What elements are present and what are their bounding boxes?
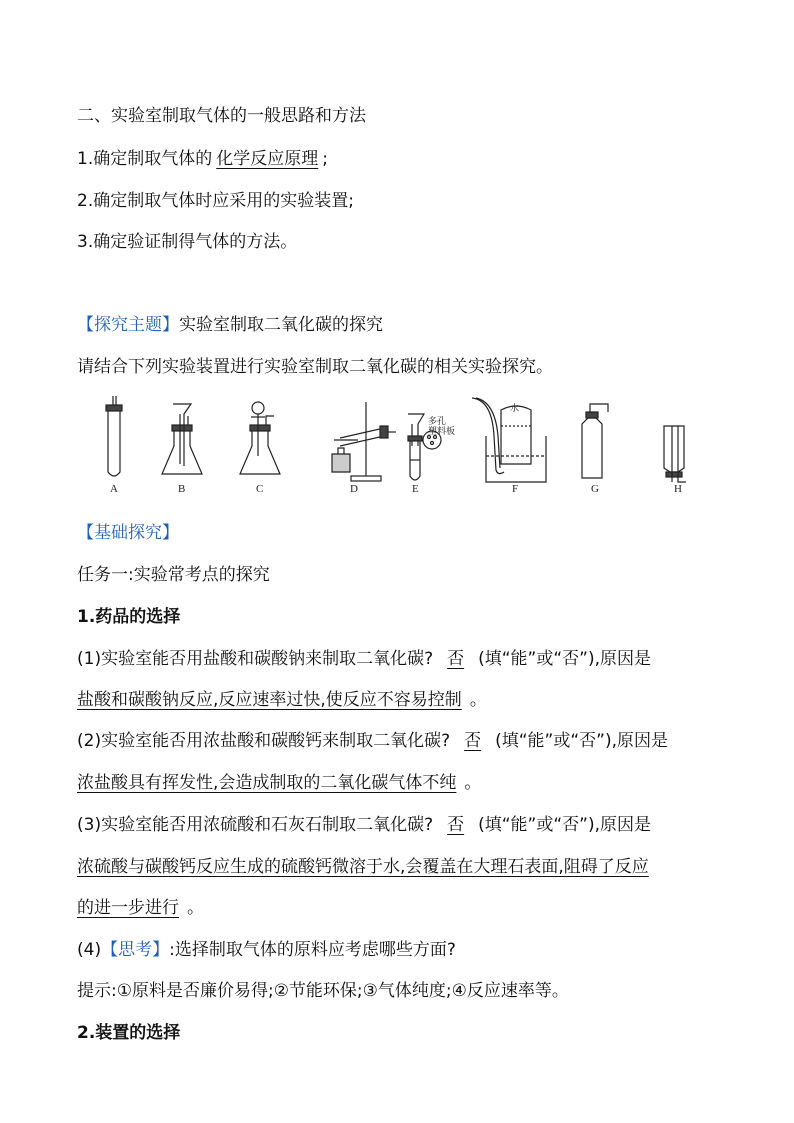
label-c: C	[256, 483, 264, 495]
label-g: G	[591, 483, 599, 495]
q1-reason: 盐酸和碳酸钠反应,反应速率过快,使反应不容易控制	[77, 690, 462, 710]
item1-suffix: ;	[322, 149, 328, 169]
label-a: A	[110, 483, 118, 495]
q2-reason-line	[77, 771, 481, 795]
topic-tag: 【探究主题】	[77, 315, 179, 335]
q4-text: :选择制取气体的原料应考虑哪些方面?	[169, 940, 456, 960]
subheading-reagents: 1.药品的选择	[77, 607, 181, 627]
apparatus-c-flask	[240, 402, 280, 474]
q3-prefix: (3)实验室能否用浓硫酸和石灰石制取二氧化碳?	[77, 815, 434, 835]
method-item-3: 3.确定验证制得气体的方法。	[77, 232, 298, 252]
q1-reason-line	[77, 688, 487, 712]
hint-text: 提示:①原料是否廉价易得;②节能环保;③气体纯度;④反应速率等。	[77, 981, 569, 1001]
question-2	[77, 729, 668, 753]
q3-answer: 否	[447, 815, 465, 835]
label-e: E	[412, 483, 419, 495]
q2-suffix: (填“能”或“否”),原因是	[495, 731, 669, 751]
method-item-1	[77, 147, 328, 171]
apparatus-figure	[96, 396, 706, 500]
q2-reason: 浓盐酸具有挥发性,会造成制取的二氧化碳气体不纯	[77, 773, 457, 793]
apparatus-b-flask	[162, 404, 202, 474]
label-h: H	[674, 483, 682, 495]
question-1	[77, 647, 651, 671]
subheading-apparatus: 2.装置的选择	[77, 1023, 181, 1043]
q4-num: (4)	[77, 940, 102, 960]
method-item-2: 2.确定制取气体时应采用的实验装置;	[77, 191, 354, 211]
question-3	[77, 813, 651, 837]
q3-reason-1: 浓硫酸与碳酸钙反应生成的硫酸钙微溶于水,会覆盖在大理石表面,阻碍了反应	[77, 857, 649, 877]
q1-prefix: (1)实验室能否用盐酸和碳酸钠来制取二氧化碳?	[77, 649, 434, 669]
q3-reason-line-1	[77, 855, 649, 879]
label-porous-2: 塑料板	[428, 427, 456, 437]
explore-topic	[77, 313, 383, 337]
label-porous-1: 多孔	[428, 417, 447, 427]
q2-answer: 否	[464, 731, 482, 751]
q3-reason-2: 的进一步进行	[77, 898, 179, 918]
q3-reason-line-2	[77, 896, 204, 920]
apparatus-a-test-tube	[106, 396, 122, 476]
label-water: 水	[510, 404, 520, 414]
apparatus-f-water-trough	[472, 398, 546, 482]
q1-suffix: (填“能”或“否”),原因是	[478, 649, 652, 669]
q4-tag: 【思考】	[101, 940, 170, 960]
task-one: 任务一:实验常考点的探究	[77, 565, 270, 585]
section-heading: 二、实验室制取气体的一般思路和方法	[77, 106, 366, 126]
label-d: D	[350, 483, 358, 495]
q1-end: 。	[469, 690, 487, 710]
label-f: F	[512, 483, 519, 495]
topic-text: 实验室制取二氧化碳的探究	[179, 315, 383, 335]
q3-suffix: (填“能”或“否”),原因是	[478, 815, 652, 835]
apparatus-h-bottle	[664, 426, 686, 482]
question-4	[77, 938, 456, 962]
q2-end: 。	[464, 773, 482, 793]
q3-end: 。	[187, 898, 204, 918]
label-b: B	[178, 483, 186, 495]
q1-answer: 否	[447, 649, 465, 669]
item1-prefix: 1.确定制取气体的	[77, 149, 213, 169]
item1-answer: 化学反应原理	[216, 149, 319, 169]
basic-tag: 【基础探究】	[77, 523, 179, 543]
apparatus-g-bottle	[582, 404, 608, 478]
explore-intro: 请结合下列实验装置进行实验室制取二氧化碳的相关实验探究。	[77, 357, 553, 377]
q2-prefix: (2)实验室能否用浓盐酸和碳酸钙来制取二氧化碳?	[77, 731, 451, 751]
apparatus-d-heating	[332, 402, 396, 481]
